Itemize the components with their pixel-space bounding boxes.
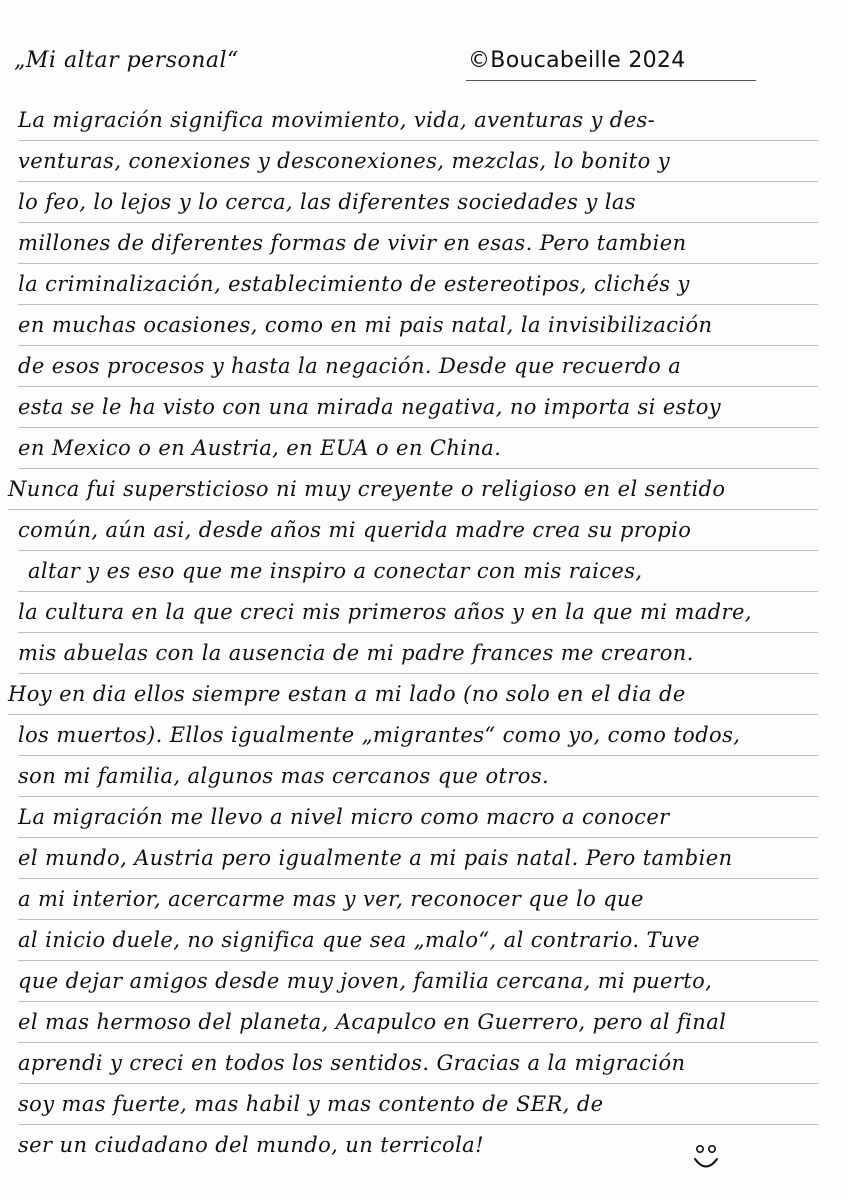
text-line: La migración significa movimiento, vida, aventuras y des- (18, 100, 818, 141)
text-line: a mi interior, acercarme mas y ver, reconocer que lo que (18, 879, 818, 920)
text-line: La migración me llevo a nivel micro como macro a conocer (18, 797, 818, 838)
smiley-face-icon (690, 1142, 722, 1174)
author-underline (466, 80, 756, 81)
text-line: el mundo, Austria pero igualmente a mi pais natal. Pero tambien (18, 838, 818, 879)
text-line: el mas hermoso del planeta, Acapulco en Guerrero, pero al final (18, 1002, 818, 1043)
text-line: en muchas ocasiones, como en mi pais natal, la invisibilización (18, 305, 818, 346)
text-line: lo feo, lo lejos y lo cerca, las diferentes sociedades y las (18, 182, 818, 223)
text-line: al inicio duele, no significa que sea „malo“, al contrario. Tuve (18, 920, 818, 961)
text-line: la criminalización, establecimiento de estereotipos, clichés y (18, 264, 818, 305)
text-line: Nunca fui supersticioso ni muy creyente o religioso en el sentido (8, 469, 818, 510)
essay-body (8, 100, 818, 1166)
text-line: en Mexico o en Austria, en EUA o en China. (18, 428, 818, 469)
text-line: esta se le ha visto con una mirada negativa, no importa si estoy (18, 387, 818, 428)
text-line: Hoy en dia ellos siempre estan a mi lado (no solo en el dia de (8, 674, 818, 715)
text-line: de esos procesos y hasta la negación. Desde que recuerdo a (18, 346, 818, 387)
text-line: altar y es eso que me inspiro a conectar con mis raices, (18, 551, 818, 592)
text-line: son mi familia, algunos mas cercanos que otros. (18, 756, 818, 797)
text-line: millones de diferentes formas de vivir en esas. Pero tambien (18, 223, 818, 264)
text-line: que dejar amigos desde muy joven, familia cercana, mi puerto, (18, 961, 818, 1002)
author-signature: ©Boucabeille 2024 (468, 48, 686, 73)
text-line: mis abuelas con la ausencia de mi padre frances me crearon. (18, 633, 818, 674)
text-line: la cultura en la que creci mis primeros años y en la que mi madre, (18, 592, 818, 633)
page-title: „Mi altar personal“ (14, 48, 239, 73)
text-line: venturas, conexiones y desconexiones, mezclas, lo bonito y (18, 141, 818, 182)
text-line: aprendi y creci en todos los sentidos. Gracias a la migración (18, 1043, 818, 1084)
text-line: común, aún asi, desde años mi querida madre crea su propio (18, 510, 818, 551)
text-line: soy mas fuerte, mas habil y mas contento de SER, de (18, 1084, 818, 1125)
text-line: ser un ciudadano del mundo, un terricola! (18, 1133, 484, 1157)
text-line: los muertos). Ellos igualmente „migrantes“ como yo, como todos, (18, 715, 818, 756)
